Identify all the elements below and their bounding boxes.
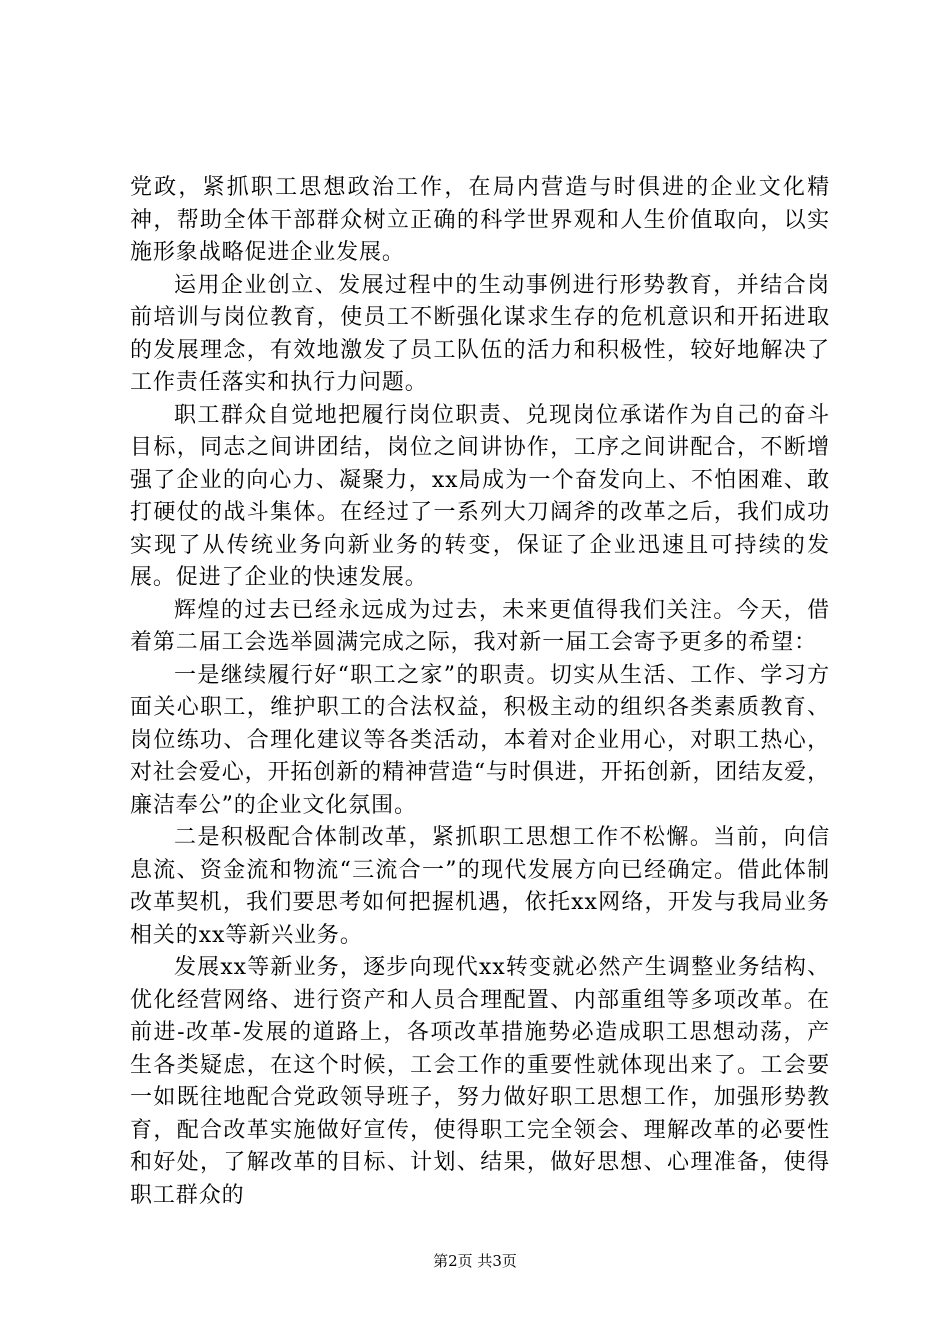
paragraph-2: 运用企业创立、发展过程中的生动事例进行形势教育，并结合岗前培训与岗位教育，使员工不断强化谋求生存的危机意识和开拓进取的发展理念，有效地激发了员工队伍的活力和积极性，较好地解决了工作责任落实和执行力问题。 xyxy=(130,272,830,395)
paragraph-6: 二是积极配合体制改革，紧抓职工思想工作不松懈。当前，向信息流、资金流和物流“三流合一”的现代发展方向已经确定。借此体制改革契机，我们要思考如何把握机遇，依托xx网络，开发与我局业务相关的xx等新兴业务。 xyxy=(130,825,830,948)
document-body xyxy=(130,172,830,1212)
paragraph-5: 一是继续履行好“职工之家”的职责。切实从生活、工作、学习方面关心职工，维护职工的合法权益，积极主动的组织各类素质教育、岗位练功、合理化建议等各类活动，本着对企业用心，对职工热心，对社会爱心，开拓创新的精神营造“与时俱进，开拓创新，团结友爱，廉洁奉公”的企业文化氛围。 xyxy=(130,662,830,818)
paragraph-3: 职工群众自觉地把履行岗位职责、兑现岗位承诺作为自己的奋斗目标，同志之间讲团结，岗位之间讲协作，工序之间讲配合，不断增强了企业的向心力、凝聚力，xx局成为一个奋发向上、不怕困难、敢打硬仗的战斗集体。在经过了一系列大刀阔斧的改革之后，我们成功实现了从传统业务向新业务的转变，保证了企业迅速且可持续的发展。促进了企业的快速发展。 xyxy=(130,402,830,590)
paragraph-1: 党政，紧抓职工思想政治工作，在局内营造与时俱进的企业文化精神，帮助全体干部群众树立正确的科学世界观和人生价值取向，以实施形象战略促进企业发展。 xyxy=(130,175,830,265)
paragraph-4: 辉煌的过去已经永远成为过去，未来更值得我们关注。今天，借着第二届工会选举圆满完成之际，我对新一届工会寄予更多的希望： xyxy=(130,597,830,655)
paragraph-7: 发展xx等新业务，逐步向现代xx转变就必然产生调整业务结构、优化经营网络、进行资产和人员合理配置、内部重组等多项改革。在前进-改革-发展的道路上，各项改革措施势必造成职工思想动荡，产生各类疑虑，在这个时候，工会工作的重要性就体现出来了。工会要一如既往地配合党政领导班子，努力做好职工思想工作，加强形势教育，配合改革实施做好宣传，使得职工完全领会、理解改革的必要性和好处，了解改革的目标、计划、结果，做好思想、心理准备，使得职工群众的 xyxy=(130,955,830,1208)
page-number-footer: 第2页 共3页 xyxy=(433,1252,517,1270)
